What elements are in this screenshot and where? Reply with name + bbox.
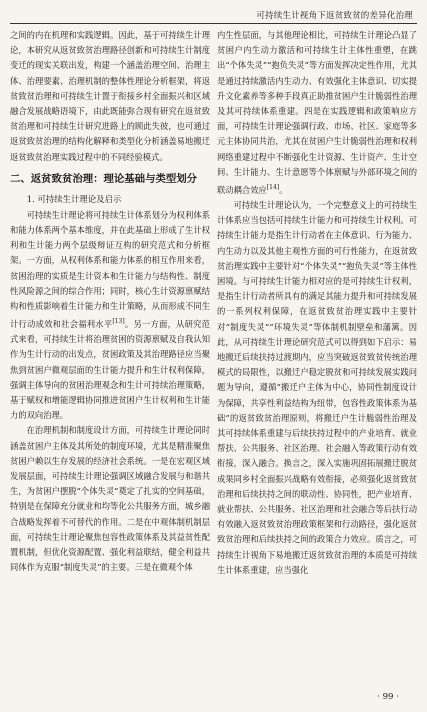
left-paragraph-3: 在治理机制和制度设计方面，可持续生计理论同时涵盖贫困户主体及其所处的制度环境，尤其是精准聚焦贫困户赖以生存发展的经济社会系统。一是在宏观区域发展层面，可持续生计理论强调区域融合发展与和谐共生，为贫困户摆脱“个体失灵”奠定了扎实的空间基础，特别是在保障充分就业和均等化公共服务方面，城乡融合战略发挥着不可替代的作用。二是在中观体制机制层面，可持续生计理论聚焦包容性政策体系及其益贫性配置机制，但优化资源配置、强化利益联结，健全利益共同体作为克服“制度失灵”的主要。三是在微观个体 <box>10 425 210 573</box>
citation-13: [13] <box>112 318 125 326</box>
right-paragraph-1-text: 内生性层面，与其他理论相比，可持续生计理论凸显了贫困户内生动力激活和可持续生计主体性重塑，在跳出“个体失灵”“抱负失灵”等方面发挥决定性作用，尤其是通过持续激活内生动力、有效强化主体意识、切实提升文化素养等多种手段真正助推贫困户生计脆弱性治理及其可持续体系重建。四是在实践逻辑和政策响应方面，可持续生计理论强调行政、市场、社区、家庭等多元主体协同共治，尤其在贫困户生计脆弱性治理和权利网络重建过程中不断强化生计资源、生计资产、生计空间、生计能力、生计意愿等个体禀赋与外部环境之间的联动耦合效应 <box>217 30 417 195</box>
left-paragraph-2-text: 可持续生计理论将可持续生计体系划分为权利体系和能力体系两个基本维度，并在此基础上形成了生计权利和生计能力两个层级辩证互构的研究范式和分析框架。一方面，从权利体系和能力体系的相互作用来看，贫困治理的实质是生计资本和生计能力与结构性、制度性风险源之间的综合作用；同时，核心生计资源禀赋结构和性质影响着生计能力和生计策略，从而形成不同生计行动成效和社会福利水平 <box>10 209 210 330</box>
right-paragraph-1-tail: 。 <box>279 184 288 195</box>
header-rule <box>10 23 417 24</box>
left-column <box>10 28 210 682</box>
left-paragraph-2-tail: 。另一方面，从研究范式来看，可持续生计将治理贫困的资源禀赋及自我认知作为生计行动的出发点，贫困政策及其治理路径应当聚焦到贫困户微观层面的生计能力提升和生计权利保障，强调主体导向的贫困治理观念和生计可持续治理策略，基于赋权和增能逻辑协同推进贫困户生计权利和生计能力的双向治理。 <box>10 319 210 421</box>
right-paragraph-1 <box>217 28 417 198</box>
left-paragraph-1: 之间的内在机理和实践逻辑。因此，基于可持续生计理论，本研究从返贫致贫治理路径创新和可持续生计制度变迁的现实关联出发，构建一个涵盖治理空间、治理主体、治理要素、治理机制的整体性理论分析框架，将返贫致贫治理和可持续生计置于衔接乡村全面振兴和区域融合发展战略语境下，由此既能弥合现有研究在返贫致贫治理和可持续生计研究进路上的顾此失彼，也可通过返贫致贫治理的结构化解释和类型化分析涵盖易地搬迁返贫致贫治理实践过程中的不同经验模式。 <box>10 30 210 162</box>
citation-14: [14] <box>266 184 280 192</box>
section-heading: 二、返贫致贫治理：理论基础与类型划分 <box>10 172 198 185</box>
right-column <box>217 28 417 682</box>
page-number: · 99 · <box>377 692 399 702</box>
subsection-heading: 1. 可持续生计理论及启示 <box>26 193 122 204</box>
right-paragraph-2: 可持续生计理论认为，一个完整意义上的可持续生计体系应当包括可持续生计能力和可持续生计权利。可持续生计能力是指生计行动者在主体意识、行为能力、内生动力以及其他主观性方面的可行性能力，在返贫致贫治理实践中主要针对“个体失灵”“抱负失灵”等主体性困境。与可持续生计能力相对应的是可持续生计权利，是指生计行动者所具有的满足其能力提升和可持续发展的一系列权利保障，在返贫致贫治理实践中主要针对“制度失灵”“环境失灵”等体制机制壁垒和藩篱。因此，从可持续生计理论研究范式可以得到如下启示：易地搬迁后续扶持过渡期内，应当突破返贫致贫传统治理模式的局限性，以搬迁户稳定脱贫和可持续发展实践问题为导向，遵循“搬迁户主体为中心，协同性制度设计为保障，共享性利益结构为纽带，包容性政策体系为基础”的返贫致贫治理原则，将搬迁户生计脆弱性治理及其可持续体系重建与后续扶持过程中的产业培育、就业帮扶、公共服务、社区治理、社会融入等政策行动有效衔接，深入融合。换言之，深入实施巩固拓展搬迁脱贫成果同乡村全面振兴战略有效衔接，必须强化返贫致贫治理和后续扶持之间的联动性、协同性，把产业培育、就业帮扶、公共服务、社区治理和社会融合等后扶行动有效融入返贫致贫治理政策框架和行动路径，强化返贫致贫治理和后续扶持之间的政策合力效应。质言之，可持续生计视角下易地搬迁返贫致贫治理的本质是可持续生计体系重建，应当强化 <box>217 200 417 575</box>
running-head: 可持续生计视角下返贫致贫的差异化治理 <box>256 11 413 21</box>
left-paragraph-2 <box>10 208 210 424</box>
